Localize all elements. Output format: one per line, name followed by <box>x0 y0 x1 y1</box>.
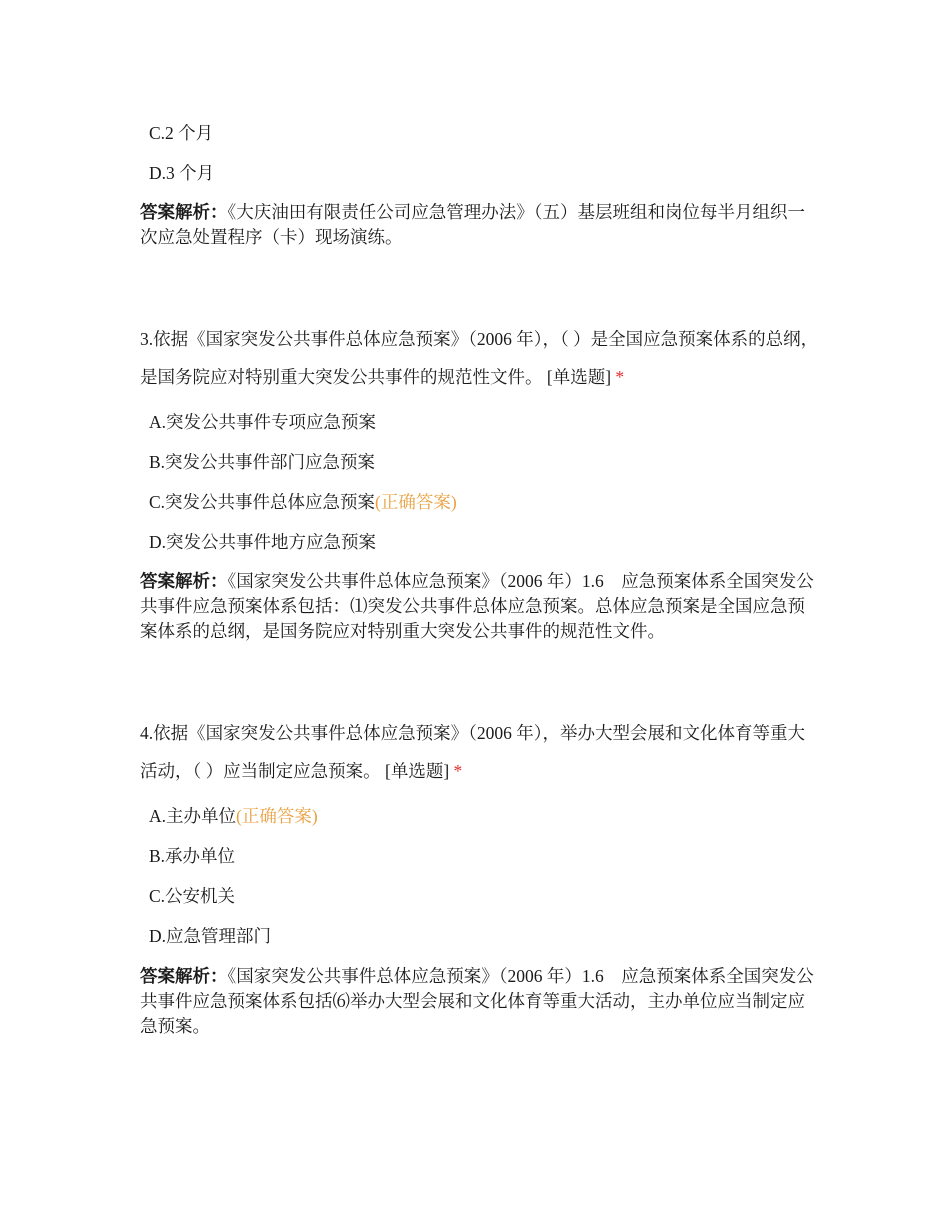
option-text: A.突发公共事件专项应急预案 <box>149 412 377 432</box>
analysis-label: 答案解析： <box>140 202 228 222</box>
analysis-label: 答案解析： <box>140 571 228 591</box>
analysis-text: 《大庆油田有限责任公司应急管理办法》（五）基层班组和岗位每半月组织一次应急处置程序（卡）现场演练。 <box>140 202 805 247</box>
question-text: 3.依据《国家突发公共事件总体应急预案》（2006 年），（ ）是全国应急预案体系的总纲，是国务院应对特别重大突发公共事件的规范性文件。 [单选题] <box>140 329 819 387</box>
q4-option-b <box>149 844 235 868</box>
option-text: D.应急管理部门 <box>149 926 272 946</box>
question-text: 4.依据《国家突发公共事件总体应急预案》（2006 年），举办大型会展和文化体育等重大活动，（ ）应当制定应急预案。 [单选题] <box>140 723 805 781</box>
q3-option-d <box>149 530 376 554</box>
analysis-text: 《国家突发公共事件总体应急预案》（2006 年）1.6 应急预案体系全国突发公共事件应急预案体系包括：⑴突发公共事件总体应急预案。总体应急预案是全国应急预案体系的总纲，是国务院应对特别重大突发公共事件的规范性文件。 <box>140 571 814 641</box>
q4-option-a <box>149 804 318 828</box>
q3-option-a <box>149 410 376 434</box>
question-4-stem <box>140 714 820 790</box>
q4-answer-analysis <box>140 964 820 1039</box>
required-mark: * <box>453 761 463 781</box>
q4-option-d <box>149 924 271 948</box>
prev-option-c <box>149 121 213 145</box>
option-text: A.主办单位 <box>149 806 237 826</box>
q3-option-b <box>149 450 375 474</box>
option-text: C.突发公共事件总体应急预案 <box>149 492 376 512</box>
option-text: C.公安机关 <box>149 886 236 906</box>
question-3-stem <box>140 320 820 396</box>
prev-answer-analysis <box>140 200 820 250</box>
analysis-text: 《国家突发公共事件总体应急预案》（2006 年）1.6 应急预案体系全国突发公共事件应急预案体系包括⑹举办大型会展和文化体育等重大活动，主办单位应当制定应急预案。 <box>140 966 814 1036</box>
option-text: C.2 个月 <box>149 123 214 143</box>
option-text: B.承办单位 <box>149 846 236 866</box>
option-text: B.突发公共事件部门应急预案 <box>149 452 376 472</box>
q3-option-c <box>149 490 457 514</box>
correct-answer-tag: (正确答案) <box>236 806 318 826</box>
q3-answer-analysis <box>140 569 820 644</box>
analysis-label: 答案解析： <box>140 966 228 986</box>
q4-option-c <box>149 884 235 908</box>
option-text: D.突发公共事件地方应急预案 <box>149 532 377 552</box>
required-mark: * <box>615 367 625 387</box>
correct-answer-tag: (正确答案) <box>375 492 457 512</box>
prev-option-d <box>149 161 214 185</box>
option-text: D.3 个月 <box>149 163 215 183</box>
